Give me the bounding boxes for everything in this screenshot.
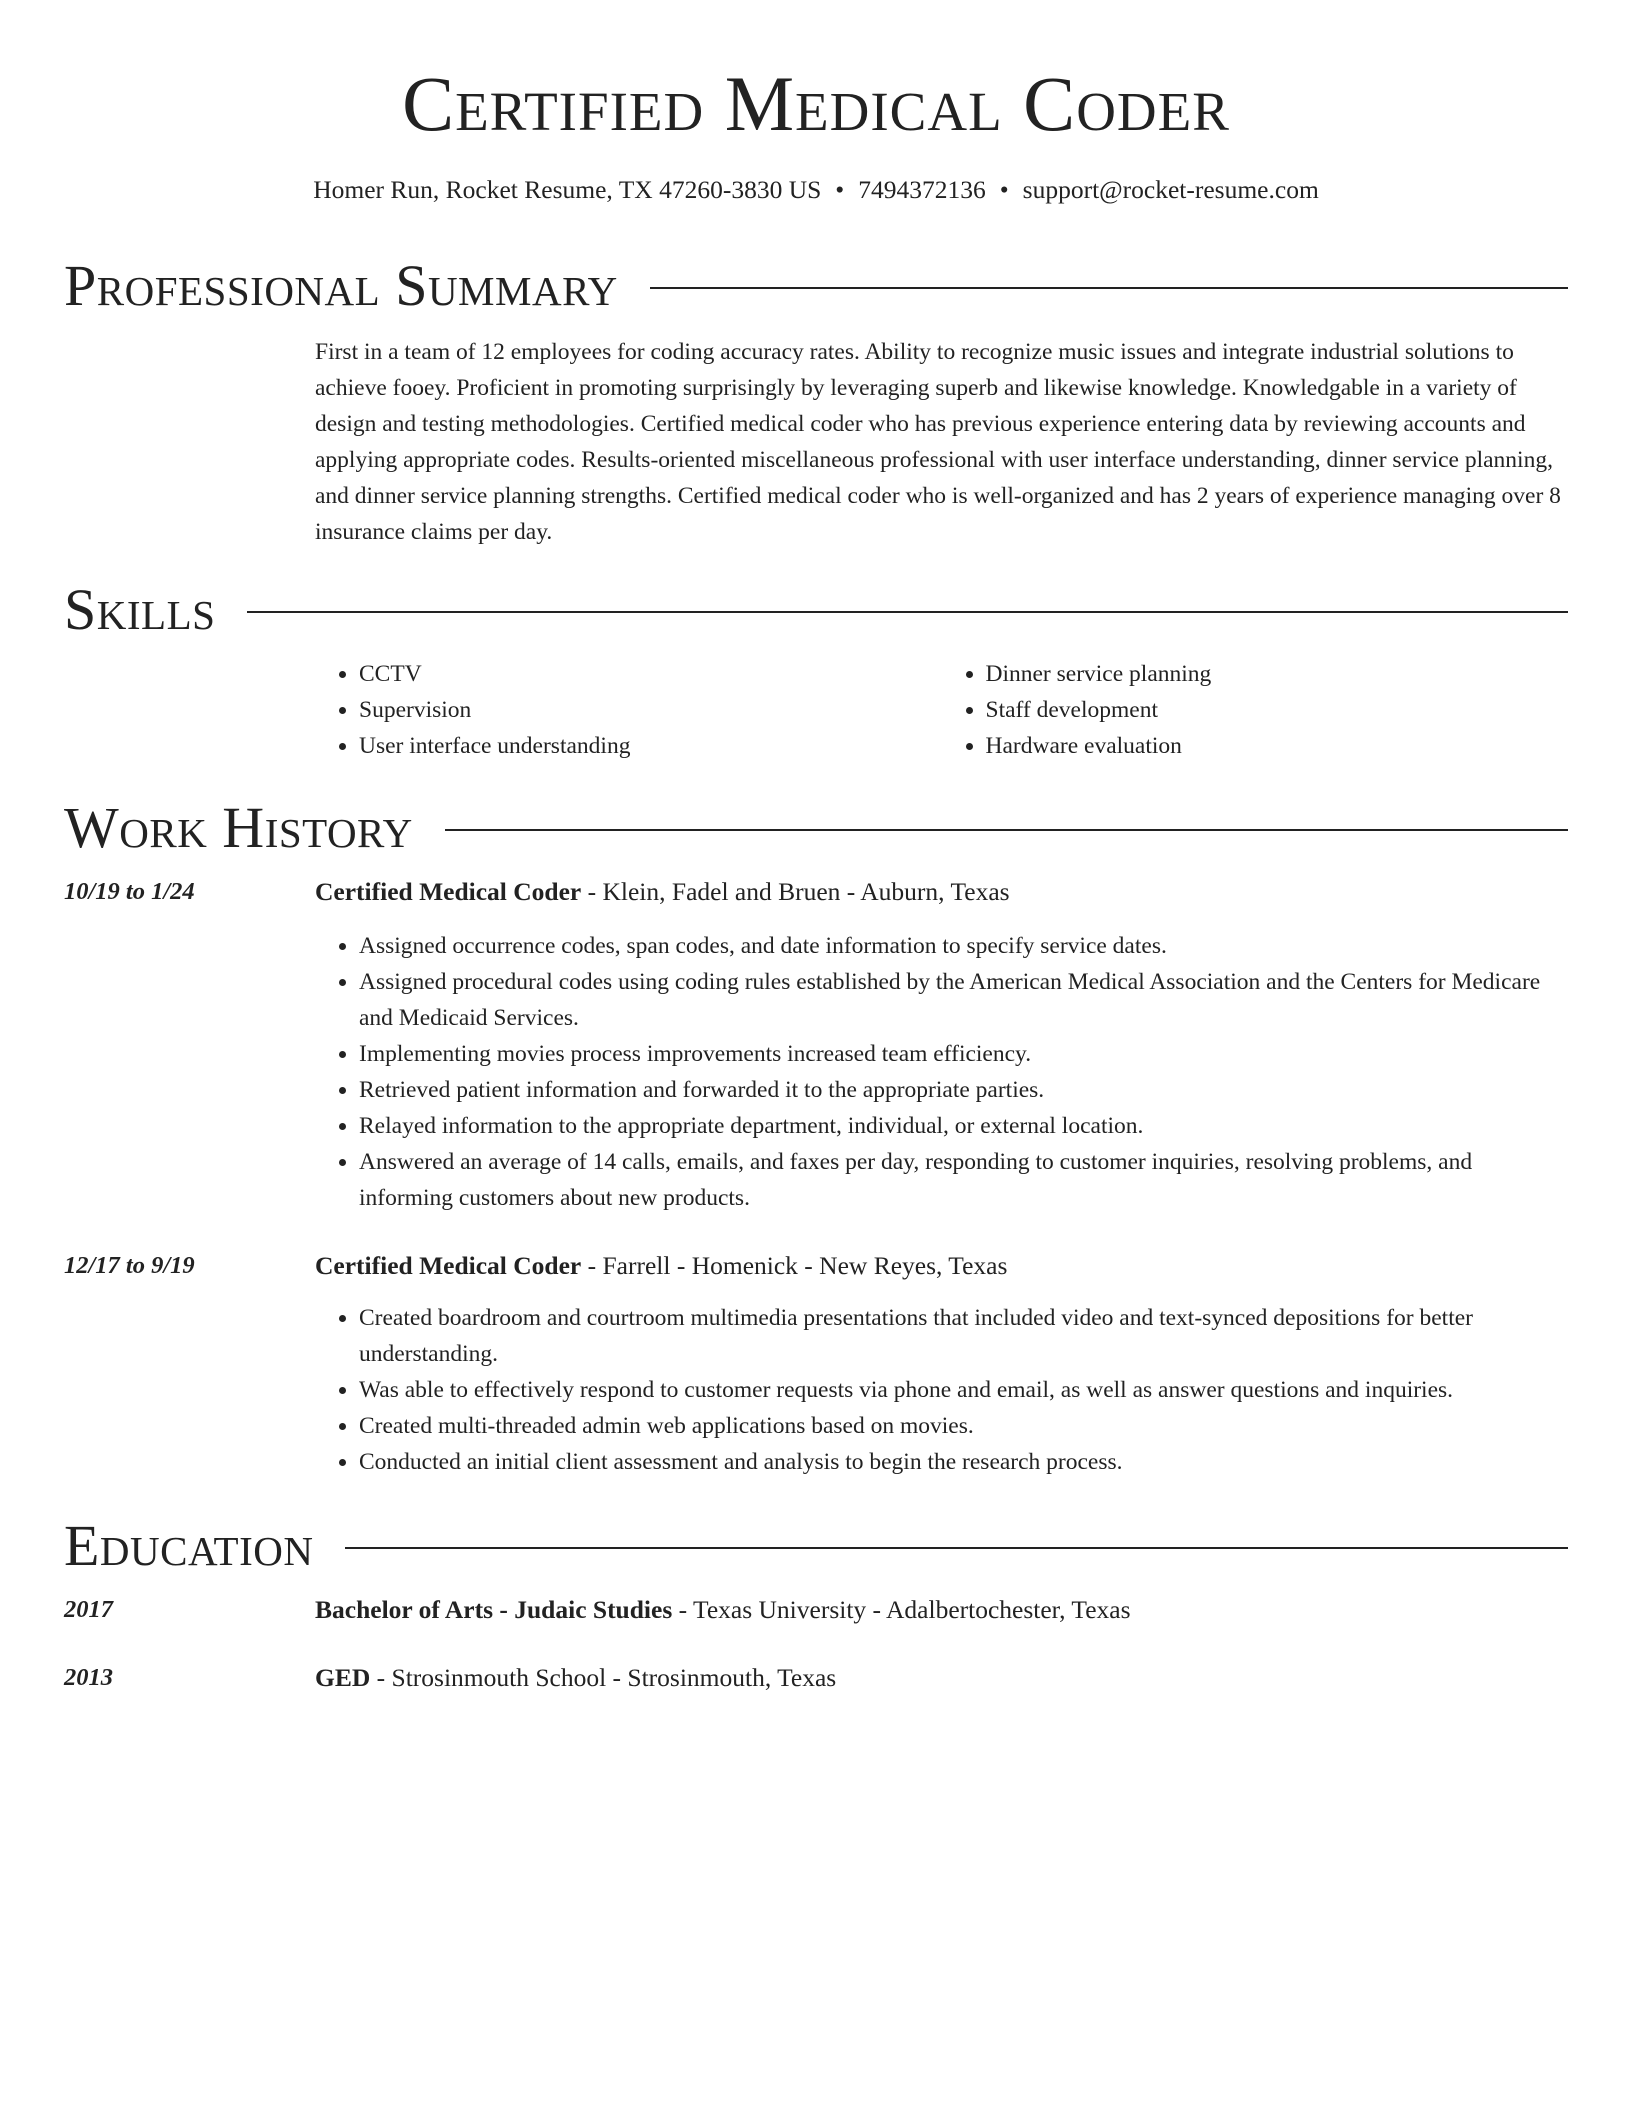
education-entry <box>315 1660 836 1696</box>
job-bullets <box>315 928 1568 1216</box>
job-bullet: • Created multi-threaded admin web applications based on movies. <box>359 1408 1568 1444</box>
education-year: 2013 <box>64 1664 113 1691</box>
job-title: Certified Medical Coder <box>315 1251 582 1280</box>
skill-item: • User interface understanding <box>359 728 942 764</box>
work-section-title: Work History <box>64 795 413 860</box>
education-entry <box>315 1592 1131 1628</box>
skills-column-left <box>315 656 942 764</box>
education-school: - Strosinmouth School - Strosinmouth, Texas <box>370 1663 837 1692</box>
job-bullet: • Assigned procedural codes using coding rules established by the American Medical Association and the Centers for Medicare and Medicaid Services. <box>359 964 1568 1036</box>
skill-item: • Staff development <box>986 692 1569 728</box>
resume-name: Certified Medical Coder <box>402 60 1230 147</box>
skills-section-title: Skills <box>64 577 216 642</box>
education-year: 2017 <box>64 1596 113 1623</box>
job-bullets <box>315 1300 1568 1480</box>
contact-separator: • <box>835 175 845 204</box>
job-bullet: • Was able to effectively respond to customer requests via phone and email, as well as answer questions and inquiries. <box>359 1372 1568 1408</box>
job-bullet: • Answered an average of 14 calls, emails, and faxes per day, responding to customer inquiries, resolving problems, and informing customers about new products. <box>359 1144 1568 1216</box>
skills-list <box>315 656 1568 764</box>
job-heading <box>315 874 1010 910</box>
work-section-header <box>64 792 1568 864</box>
job-bullet: • Assigned occurrence codes, span codes, and date information to specify service dates. <box>359 928 1568 964</box>
skill-item: • Supervision <box>359 692 942 728</box>
job-employer: - Klein, Fadel and Bruen - Auburn, Texas <box>581 877 1010 906</box>
skill-item: • Dinner service planning <box>986 656 1569 692</box>
education-section-title: Education <box>64 1513 314 1578</box>
job-bullet: • Conducted an initial client assessment and analysis to begin the research process. <box>359 1444 1568 1480</box>
section-divider <box>345 1547 1568 1549</box>
skill-item: • Hardware evaluation <box>986 728 1569 764</box>
job-bullet: • Implementing movies process improvements increased team efficiency. <box>359 1036 1568 1072</box>
job-bullet: • Retrieved patient information and forwarded it to the appropriate parties. <box>359 1072 1568 1108</box>
job-dates: 12/17 to 9/19 <box>64 1252 195 1279</box>
section-divider <box>650 287 1568 289</box>
section-divider <box>247 611 1568 613</box>
contact-separator: • <box>999 175 1009 204</box>
summary-section-title: Professional Summary <box>64 253 618 318</box>
contact-email: support@rocket-resume.com <box>1022 175 1319 204</box>
education-school: - Texas University - Adalbertochester, Texas <box>672 1595 1131 1624</box>
education-degree: Bachelor of Arts - Judaic Studies <box>315 1595 673 1624</box>
job-bullet: • Created boardroom and courtroom multimedia presentations that included video and text-synced depositions for better understanding. <box>359 1300 1568 1372</box>
education-section-header <box>64 1510 1568 1582</box>
skill-item: • CCTV <box>359 656 942 692</box>
education-degree: GED <box>315 1663 371 1692</box>
summary-text: First in a team of 12 employees for coding accuracy rates. Ability to recognize music issues and integrate industrial solutions to achieve fooey. Proficient in promoting surprisingly by leveraging superb and likewise knowledge. Knowledgable in a variety of design and testing methodologies. Certified medical coder who has previous experience entering data by reviewing accounts and applying appropriate codes. Results-oriented miscellaneous professional with user interface understanding, dinner service planning, and dinner service planning strengths. Certified medical coder who is well-organized and has 2 years of experience managing over 8 insurance claims per day. <box>315 339 1561 545</box>
job-dates: 10/19 to 1/24 <box>64 878 195 905</box>
job-title: Certified Medical Coder <box>315 877 582 906</box>
skills-section-header <box>64 574 1568 646</box>
contact-line <box>64 172 1568 208</box>
contact-address: Homer Run, Rocket Resume, TX 47260-3830 US <box>313 175 822 204</box>
job-bullet: • Relayed information to the appropriate department, individual, or external location. <box>359 1108 1568 1144</box>
summary-section-header <box>64 250 1568 322</box>
contact-phone: 7494372136 <box>858 175 986 204</box>
skills-column-right <box>942 656 1569 764</box>
summary-content <box>315 334 1568 550</box>
section-divider <box>445 829 1568 831</box>
job-heading <box>315 1248 1007 1284</box>
job-employer: - Farrell - Homenick - New Reyes, Texas <box>581 1251 1008 1280</box>
